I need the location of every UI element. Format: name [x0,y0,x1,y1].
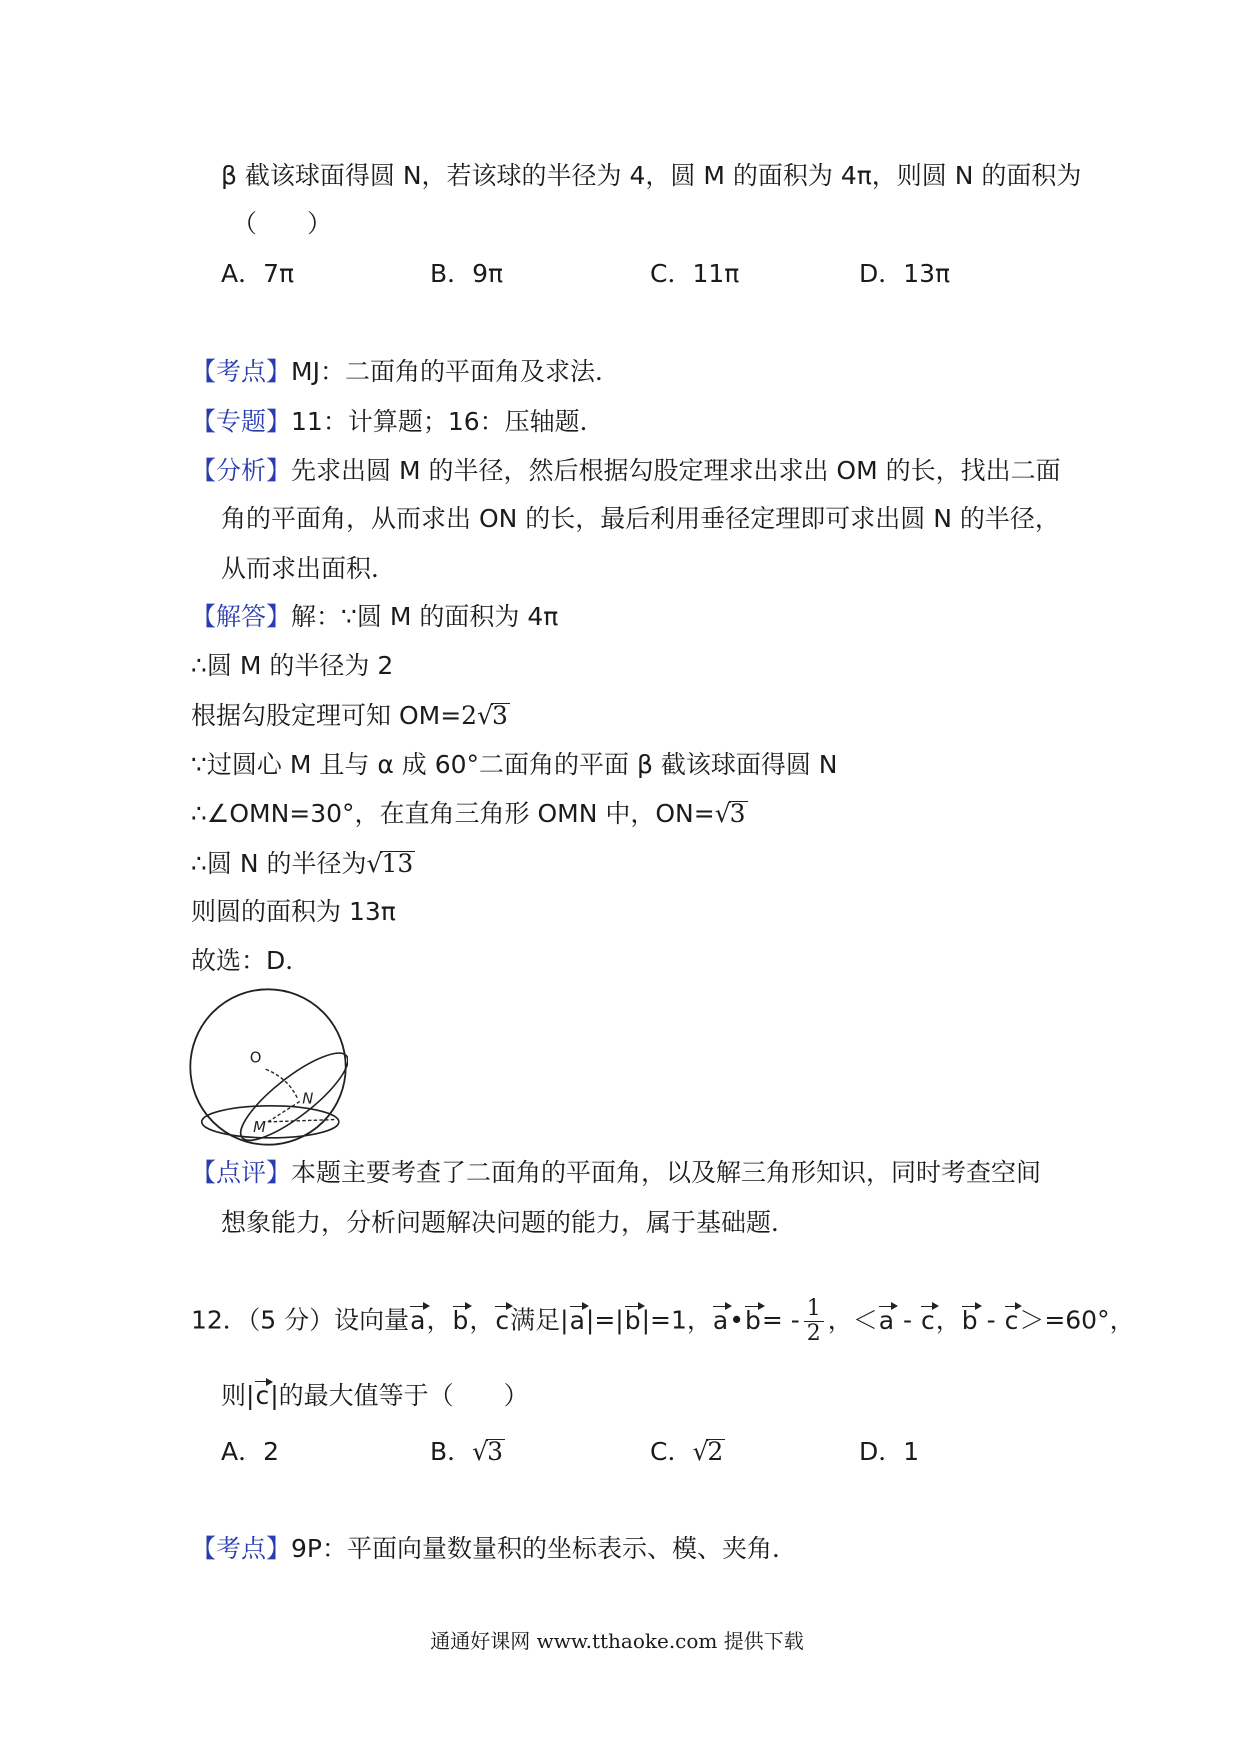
radical-sign: √ [477,701,493,730]
q12-option-b-radicand: 3 [487,1437,503,1466]
q12-seg: |的最大值等于（ ） [270,1381,529,1410]
step-5-radicand: 13 [381,849,414,878]
q12-seg: • [729,1305,744,1335]
jieda-label: 【解答】 [191,602,292,631]
q12-stem-line1 [191,1297,1135,1346]
vector-c: c [495,1305,510,1335]
q12-seg: ，＜ [827,1305,878,1335]
q12-option-d: D．1 [859,1437,920,1466]
kaodian-row [191,357,620,387]
q12-seg: |=1， [641,1305,712,1335]
solution-step-6: 则圆的面积为 13π [191,897,396,926]
solution-step-5 [191,849,415,879]
vector-b: b [624,1305,641,1335]
step-2-sqrt [477,703,510,729]
radical-sign: √ [472,1437,489,1466]
q11-option-a: A．7π [221,259,295,288]
q11-options [0,259,1234,289]
step-4-sqrt [715,801,748,827]
step-5-sqrt [367,851,416,877]
solution-step-3: ∵过圆心 M 且与 α 成 60°二面角的平面 β 截该球面得圆 N [191,750,838,779]
solution-step-4 [191,799,748,829]
q12-option-c-radicand: 2 [707,1437,724,1466]
vector-b: b [744,1305,761,1335]
q12-options [0,1437,1234,1469]
dianping-text-line1: 本题主要考查了二面角的平面角，以及解三角形知识，同时考查空间 [291,1158,1042,1187]
fenxi-label: 【分析】 [191,456,292,485]
q12-option-c-label: C． [650,1437,693,1466]
label-n: N [302,1089,314,1108]
vector-a: a [712,1305,729,1335]
q12-seg: |=| [585,1305,624,1335]
jieda-text: 解：∵圆 M 的面积为 4π [291,602,559,631]
q12-stem-line2 [221,1381,529,1411]
fenxi-text-line3: 从而求出面积． [221,554,397,583]
q12-seg: = - [761,1305,800,1335]
q11-option-b: B．9π [430,259,504,288]
solution-step-1: ∴圆 M 的半径为 2 [191,651,394,680]
q12-option-a: A．2 [221,1437,280,1466]
dianping-text-line2: 想象能力，分析问题解决问题的能力，属于基础题． [221,1208,797,1237]
kaodian-label: 【考点】 [191,357,292,386]
fraction-one-half [804,1297,824,1346]
q12-seg: 12．（5 分）设向量 [191,1305,410,1335]
q12-seg: 满足| [510,1305,569,1335]
q12-seg: - [978,1305,1004,1335]
vector-c: c [255,1381,270,1410]
vector-a: a [410,1305,426,1335]
circle-n-ellipse [230,1041,348,1147]
fenxi-text-line1: 先求出圆 M 的半径，然后根据勾股定理求出求出 OM 的长，找出二面 [291,456,1061,485]
step-2-coef: 2 [461,701,478,730]
radical-sign: √ [692,1437,709,1466]
label-m: M [253,1118,266,1137]
q12-seg: - [895,1305,921,1335]
vector-a: a [569,1305,585,1335]
solution-step-7: 故选：D． [191,946,311,975]
q11-option-d: D．13π [859,259,951,288]
q11-option-c: C．11π [650,259,740,288]
vector-c: c [1004,1305,1019,1335]
q12-kaodian-text: 9P：平面向量数量积的坐标表示、模、夹角． [291,1534,797,1563]
q12-option-c-sqrt [692,1439,725,1465]
step-4-radicand: 3 [729,799,746,828]
q12-option-b [430,1437,505,1467]
zhuanti-text: 11：计算题；16：压轴题． [291,407,605,436]
vector-b: b [961,1305,978,1335]
vector-c: c [921,1305,935,1335]
zhuanti-label: 【专题】 [191,407,292,436]
step-2-radicand: 3 [492,701,508,730]
q12-option-c [650,1437,725,1467]
radical-sign: √ [714,799,731,828]
q12-seg: 则| [221,1381,255,1410]
q11-stem-line1: β 截该球面得圆 N，若该球的半径为 4，圆 M 的面积为 4π，则圆 N 的面积为 [221,161,1082,190]
page-footer: 通通好课网 www.tthaoke.com 提供下载 [430,1629,804,1653]
fraction-numerator: 1 [804,1297,824,1322]
step-5-text: ∴圆 N 的半径为 [191,849,367,878]
fraction-denominator: 2 [806,1321,821,1346]
vector-a: a [878,1305,895,1335]
dianping-label: 【点评】 [191,1158,292,1187]
jieda-row [191,602,558,632]
fenxi-text-line2: 角的平面角，从而求出 ON 的长，最后利用垂径定理即可求出圆 N 的半径， [221,504,1060,533]
q12-seg: ， [469,1305,495,1335]
dashed-m-to-n [268,1101,300,1122]
q12-kaodian-label: 【考点】 [191,1534,292,1563]
kaodian-text: MJ：二面角的平面角及求法． [291,357,620,386]
fenxi-row [191,456,1061,486]
vector-b: b [452,1305,469,1335]
step-2-text: 根据勾股定理可知 OM= [191,701,462,730]
label-o: O [249,1048,262,1067]
solution-step-2 [191,701,510,731]
q12-seg: ， [935,1305,961,1335]
radical-sign: √ [366,849,383,878]
dianping-row [191,1158,1041,1188]
q11-answer-blank: （ ） [232,209,333,238]
step-4-text: ∴∠OMN=30°，在直角三角形 OMN 中，ON= [191,799,715,828]
zhuanti-row [191,407,605,437]
q12-option-b-sqrt [472,1439,505,1465]
q12-kaodian-row [191,1534,797,1564]
q12-option-b-label: B． [430,1437,473,1466]
q12-seg: ， [426,1305,452,1335]
sphere-figure [188,987,348,1147]
q12-seg: ＞=60°， [1019,1305,1135,1335]
